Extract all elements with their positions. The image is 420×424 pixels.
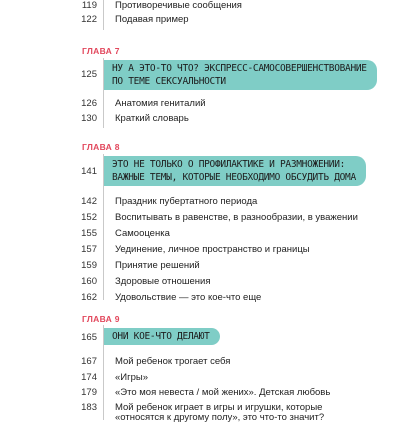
entry-title-continued: «относятся к другому полу», это что-то значит? — [115, 412, 325, 423]
page-number: 165 — [81, 332, 97, 343]
entry-title: Здоровые отношения — [115, 276, 211, 287]
entry-title: Противоречивые сообщения — [115, 0, 242, 11]
chapter-title-banner — [104, 328, 220, 345]
chapter-title-line: ВАЖНЫЕ ТЕМЫ, КОТОРЫЕ НЕОБХОДИМО ОБСУДИТЬ ДОМА — [112, 172, 356, 183]
entry-title: «Игры» — [115, 372, 148, 383]
entry-title: Воспитывать в равенстве, в разнообразии, в уважении — [115, 212, 358, 223]
chapter-title-banner — [104, 156, 366, 186]
page-number: 155 — [81, 228, 97, 239]
chapter-title-line: ПО ТЕМЕ СЕКСУАЛЬНОСТИ — [112, 76, 226, 87]
entry-title: Анатомия гениталий — [115, 98, 206, 109]
entry-title: Самооценка — [115, 228, 170, 239]
entry-title: Удовольствие — это кое-что еще — [115, 292, 262, 303]
entry-title: Мой ребенок трогает себя — [115, 356, 231, 367]
entry-title: Праздник пубертатного периода — [115, 196, 258, 207]
toc-rule — [103, 0, 104, 30]
page-number: 142 — [81, 196, 97, 207]
page-number: 162 — [81, 292, 97, 303]
entry-title: Краткий словарь — [115, 113, 189, 124]
entry-title: Мой ребенок играет в игры и игрушки, которые — [115, 402, 323, 413]
entry-title: Подавая пример — [115, 14, 189, 25]
page-number: 125 — [81, 69, 97, 80]
page-number: 157 — [81, 244, 97, 255]
page-number: 141 — [81, 166, 97, 177]
chapter-title-line: ОНИ КОЕ-ЧТО ДЕЛАЮТ — [112, 331, 210, 342]
chapter-label: ГЛАВА 7 — [82, 46, 120, 56]
page-number: 122 — [81, 14, 97, 25]
chapter-title-line: НУ А ЭТО-ТО ЧТО? ЭКСПРЕСС-САМОСОВЕРШЕНСТВОВАНИЕ — [112, 63, 367, 74]
page-number: 167 — [81, 356, 97, 367]
page-number: 152 — [81, 212, 97, 223]
entry-title: «Это моя невеста / мой жених». Детская любовь — [115, 387, 331, 398]
page-number: 179 — [81, 387, 97, 398]
entry-title: Принятие решений — [115, 260, 200, 271]
page-number: 183 — [81, 402, 97, 413]
chapter-label: ГЛАВА 9 — [82, 314, 120, 324]
page-number: 119 — [81, 0, 97, 11]
entry-title: Уединение, личное пространство и границы — [115, 244, 310, 255]
page-number: 159 — [81, 260, 97, 271]
page-number: 130 — [81, 113, 97, 124]
page-number: 126 — [81, 98, 97, 109]
chapter-label: ГЛАВА 8 — [82, 142, 120, 152]
page-number: 174 — [81, 372, 97, 383]
chapter-title-banner — [104, 60, 377, 90]
page-number: 160 — [81, 276, 97, 287]
chapter-title-line: ЭТО НЕ ТОЛЬКО О ПРОФИЛАКТИКЕ И РАЗМНОЖЕНИИ: — [112, 159, 346, 170]
